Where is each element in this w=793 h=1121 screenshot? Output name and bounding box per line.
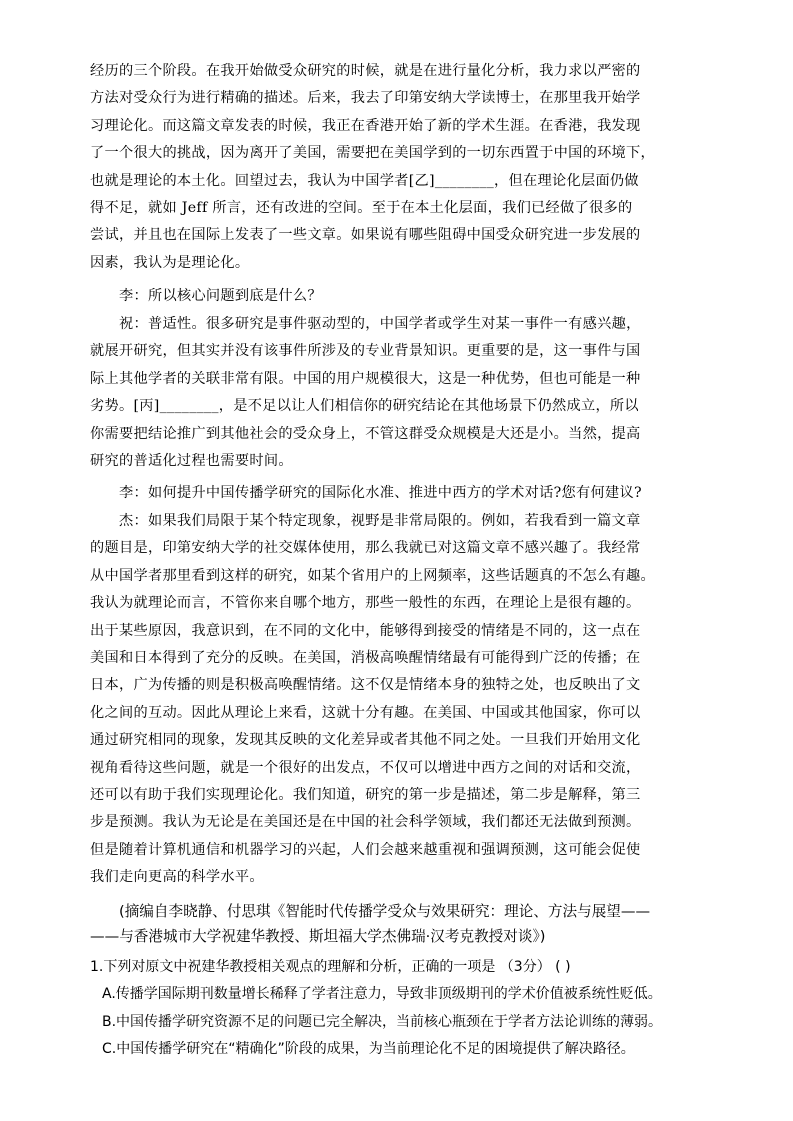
- text-line: 视角看待这些问题，就是一个很好的出发点，不仅可以增进中西方之间的对话和交流，: [90, 759, 641, 776]
- zhu-intro-paragraph: [90, 58, 712, 277]
- answer-option-b: B.中国传播学研究资源不足的问题已完全解决，当前核心瓶颈在于学者方法论训练的薄弱。: [102, 1014, 663, 1030]
- text-line: 出于某些原因，我意识到，在不同的文化中，能够得到接受的情绪是不同的，这一点在: [90, 622, 641, 639]
- text-line: 化之间的互动。因此从理论上来看，这就十分有趣。在美国、中国或其他国家，你可以: [90, 704, 641, 721]
- text-line: 也就是理论的本土化。回望过去，我认为中国学者[乙]________，但在理论化层面仍做: [90, 172, 639, 189]
- text-line: 得不足，就如 Jeff 所言，还有改进的空间。至于在本土化层面，我们已经做了很多的: [90, 200, 633, 217]
- text-line: 步是预测。我认为无论是在美国还是在中国的社会科学领域，我们都还无法做到预测。: [90, 814, 641, 831]
- li-question-1: [90, 283, 712, 310]
- text-line: 际上其他学者的关联非常有限。中国的用户规模很大，这是一种优势，但也可能是一种: [90, 370, 641, 387]
- text-line: 杰：如果我们局限于某个特定现象，视野是非常局限的。例如，若我看到一篇文章: [119, 513, 641, 529]
- citation-line: (摘编自李晓静、付思琪《智能时代传播学受众与效果研究：理论、方法与展望——: [119, 903, 651, 920]
- text-line: 但是随着计算机通信和机器学习的兴起，人们会越来越重视和强调预测，这可能会促使: [90, 841, 641, 858]
- text-line: 方法对受众行为进行精确的描述。后来，我去了印第安纳大学读博士，在那里我开始学: [90, 90, 641, 107]
- text-line: 了一个很大的挑战，因为离开了美国，需要把在美国学到的一切东西置于中国的环境下，: [90, 145, 656, 162]
- answer-option-a: A.传播学国际期刊数量增长稀释了学者注意力，导致非顶级期刊的学术价值被系统性贬低。: [102, 986, 662, 1002]
- text-line: 劣势。[丙]________，是不足以让人们相信你的研究结论在其他场景下仍然成立，所以: [90, 398, 639, 415]
- interviewer-question: 李：所以核心问题到底是什么？: [119, 288, 322, 304]
- text-line: 你需要把结论推广到其他社会的受众身上，不管这群受众规模是大还是小。当然，提高: [90, 425, 641, 442]
- zhu-answer-paragraph: [90, 311, 712, 475]
- question-stem: 1.下列对原文中祝建华教授相关观点的理解和分析，正确的一项是 （3分） ( ): [90, 959, 571, 975]
- text-line: 美国和日本得到了充分的反映。在美国，消极高唤醒情绪最有可能得到广泛的传播；在: [90, 650, 641, 667]
- text-line: 我们走向更高的科学水平。: [90, 869, 264, 886]
- text-line: 通过研究相同的现象，发现其反映的文化差异或者其他不同之处。一旦我们开始用文化: [90, 732, 641, 749]
- li-question-2: [90, 480, 712, 507]
- text-line: 日本，广为传播的则是积极高唤醒情绪。这不仅是情绪本身的独特之处，也反映出了文: [90, 677, 641, 694]
- text-line: 研究的普适化过程也需要时间。: [90, 453, 293, 470]
- text-line: 因素，我认为是理论化。: [90, 254, 250, 271]
- text-line: 就展开研究，但其实并没有该事件所涉及的专业背景知识。更重要的是，这一事件与国: [90, 343, 641, 360]
- jie-answer-paragraph: [90, 508, 712, 892]
- text-line: 还可以有助于我们实现理论化。我们知道，研究的第一步是描述，第二步是解释，第三: [90, 787, 641, 804]
- text-line: 习理论化。而这篇文章发表的时候，我正在香港开始了新的学术生涯。在香港，我发现: [90, 117, 641, 134]
- source-citation: [90, 899, 712, 949]
- interviewer-question: 李：如何提升中国传播学研究的国际化水准、推进中西方的学术对话?您有何建议?: [119, 485, 642, 501]
- text-line: 我认为就理论而言，不管你来自哪个地方，那些一般性的东西，在理论上是很有趣的。: [90, 595, 641, 612]
- citation-line: ——与香港城市大学祝建华教授、斯坦福大学杰佛瑞·汉考克教授对谈》): [90, 928, 546, 945]
- text-line: 的题目是，印第安纳大学的社交媒体使用，那么我就已对这篇文章不感兴趣了。我经常: [90, 540, 641, 557]
- text-line: 经历的三个阶段。在我开始做受众研究的时候，就是在进行量化分析，我力求以严密的: [90, 63, 641, 79]
- answer-option-c: C.中国传播学研究在“精确化”阶段的成果，为当前理论化不足的困境提供了解决路径。: [102, 1041, 635, 1057]
- text-line: 祝：普适性。很多研究是事件驱动型的，中国学者或学生对某一事件一有感兴趣，: [119, 316, 641, 332]
- text-line: 尝试，并且也在国际上发表了一些文章。如果说有哪些阻碍中国受众研究进一步发展的: [90, 227, 641, 244]
- text-line: 从中国学者那里看到这样的研究，如某个省用户的上网频率，这些话题真的不怎么有趣。: [90, 567, 656, 584]
